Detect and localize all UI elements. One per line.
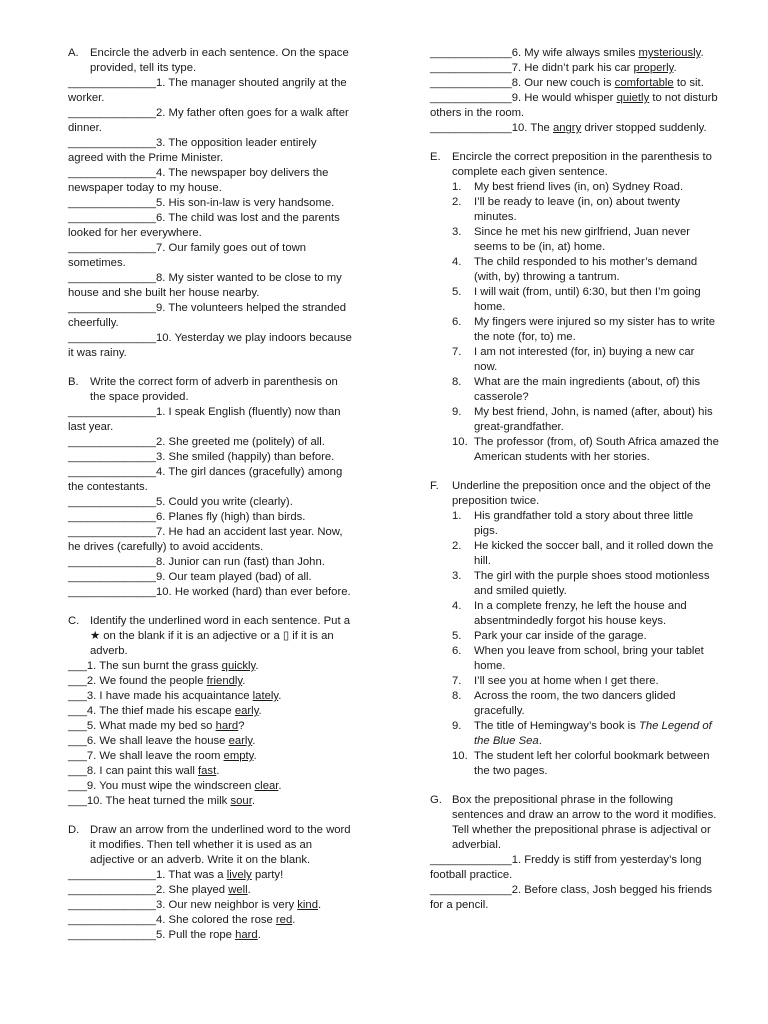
exercise-item: ______________6. The child was lost and the parents looked for her everywhere. xyxy=(68,212,340,239)
section-e xyxy=(430,150,720,465)
exercise-item: ______________5. Could you write (clearly). xyxy=(68,496,293,508)
list-item: 10. The professor (from, of) South Africa amazed the American students with her stories. xyxy=(452,436,719,463)
underlined-word: well xyxy=(228,884,248,896)
exercise-item: ______________3. Our new neighbor is very kind. xyxy=(68,899,322,911)
list-item: 6. My fingers were injured so my sister has to write the note (for, to) me. xyxy=(452,316,716,343)
exercise-item: ______________3. The opposition leader entirely agreed with the Prime Minister. xyxy=(68,137,317,164)
section-b xyxy=(68,375,354,600)
section-b-heading xyxy=(68,375,354,405)
list-item: 7. I am not interested (for, in) buying a new car now. xyxy=(452,346,695,373)
underlined-word: comfortable xyxy=(614,77,674,89)
list-item: 5. I will wait (from, until) 6:30, but then I’m going home. xyxy=(452,286,701,313)
list-item: 2. I’ll be ready to leave (in, on) about twenty minutes. xyxy=(452,196,680,223)
list-item: 9. The title of Hemingway’s book is The Legend of the Blue Sea. xyxy=(452,720,712,747)
list-item: 7. I’ll see you at home when I get there. xyxy=(452,675,659,687)
underlined-word: fast xyxy=(198,765,217,777)
section-f-heading xyxy=(430,479,720,509)
exercise-item: ___7. We shall leave the room empty. xyxy=(68,750,257,762)
list-item: 4. The child responded to his mother’s demand (with, by) throwing a tantrum. xyxy=(452,256,698,283)
section-instruction: Encircle the correct preposition in the parenthesis to complete each given sentence. xyxy=(452,151,712,178)
list-item: 1. His grandfather told a story about three little pigs. xyxy=(452,510,694,537)
exercise-item: ______________10. He worked (hard) than ever before. xyxy=(68,586,351,598)
underlined-word: lately xyxy=(252,690,279,702)
exercise-item: ______________7. Our family goes out of town sometimes. xyxy=(68,242,307,269)
exercise-item: _____________6. My wife always smiles mysteriously. xyxy=(430,47,704,59)
section-d-heading xyxy=(68,823,354,868)
section-g-heading xyxy=(430,793,720,853)
section-letter: D. xyxy=(68,824,80,836)
exercise-item: ___3. I have made his acquaintance lately. xyxy=(68,690,282,702)
section-letter: F. xyxy=(430,480,439,492)
exercise-item: ______________9. Our team played (bad) of all. xyxy=(68,571,312,583)
section-instruction: Draw an arrow from the underlined word to the word it modifies. Then tell whether it is used as an adjective or an adverb. Write it on the blank. xyxy=(90,824,351,866)
underlined-word: red xyxy=(275,914,293,926)
section-letter: E. xyxy=(430,151,441,163)
exercise-item: ___9. You must wipe the windscreen clear. xyxy=(68,780,282,792)
exercise-item: ______________1. That was a lively party! xyxy=(68,869,284,881)
exercise-item: ___6. We shall leave the house early. xyxy=(68,735,256,747)
section-letter: B. xyxy=(68,376,79,388)
exercise-item: ______________4. The newspaper boy delivers the newspaper today to my house. xyxy=(68,167,329,194)
exercise-item: ______________7. He had an accident last year. Now, he drives (carefully) to avoid accidents. xyxy=(68,526,343,553)
exercise-item: ______________8. Junior can run (fast) than John. xyxy=(68,556,325,568)
underlined-word: early xyxy=(228,735,253,747)
exercise-item: ______________6. Planes fly (high) than birds. xyxy=(68,511,306,523)
exercise-item: ______________8. My sister wanted to be close to my house and she built her house nearby. xyxy=(68,272,342,299)
list-item: 6. When you leave from school, bring your tablet home. xyxy=(452,645,704,672)
exercise-item: _____________2. Before class, Josh begged his friends for a pencil. xyxy=(430,884,713,911)
underlined-word: quickly xyxy=(221,660,256,672)
underlined-word: sour xyxy=(230,795,252,807)
underlined-word: properly xyxy=(633,62,674,74)
section-instruction: Identify the underlined word in each sentence. Put a ★ on the blank if it is an adjective or a ▯ if it is an adverb. xyxy=(90,615,350,657)
underlined-word: empty xyxy=(223,750,254,762)
exercise-item: ______________10. Yesterday we play indoors because it was rainy. xyxy=(68,332,352,359)
list-item: 10. The student left her colorful bookmark between the two pages. xyxy=(452,750,710,777)
list-item: 3. Since he met his new girlfriend, Juan never seems to be (in, at) home. xyxy=(452,226,691,253)
exercise-item: ______________2. She played well. xyxy=(68,884,251,896)
left-column xyxy=(68,46,354,957)
exercise-item: ______________1. I speak English (fluently) now than last year. xyxy=(68,406,341,433)
section-instruction: Underline the preposition once and the object of the preposition twice. xyxy=(452,480,711,507)
exercise-item: ______________5. His son-in-law is very handsome. xyxy=(68,197,335,209)
list-item: 2. He kicked the soccer ball, and it rolled down the hill. xyxy=(452,540,714,567)
exercise-item: ______________1. The manager shouted angrily at the worker. xyxy=(68,77,347,104)
exercise-item: ______________5. Pull the rope hard. xyxy=(68,929,261,941)
exercise-item: ______________2. My father often goes for a walk after dinner. xyxy=(68,107,349,134)
section-instruction: Write the correct form of adverb in parenthesis on the space provided. xyxy=(90,376,338,403)
section-f xyxy=(430,479,720,779)
section-letter: A. xyxy=(68,47,79,59)
underlined-word: kind xyxy=(297,899,318,911)
section-g xyxy=(430,793,720,913)
list-item: 3. The girl with the purple shoes stood motionless and smiled quietly. xyxy=(452,570,710,597)
section-instruction: Encircle the adverb in each sentence. On the space provided, tell its type. xyxy=(90,47,349,74)
exercise-item: _____________9. He would whisper quietly to not disturb others in the room. xyxy=(430,92,718,119)
exercise-item: _____________1. Freddy is stiff from yesterday’s long football practice. xyxy=(430,854,702,881)
underlined-word: hard xyxy=(215,720,239,732)
exercise-item: ___5. What made my bed so hard? xyxy=(68,720,245,732)
underlined-word: early xyxy=(234,705,259,717)
exercise-item: _____________8. Our new couch is comfortable to sit. xyxy=(430,77,704,89)
list-item: 5. Park your car inside of the garage. xyxy=(452,630,647,642)
section-instruction: Box the prepositional phrase in the following sentences and draw an arrow to the word it modifies. Tell whether the prepositional phrase is adjectival or adverbial. xyxy=(452,794,717,851)
section-d xyxy=(68,823,354,943)
exercise-item: ___10. The heat turned the milk sour. xyxy=(68,795,255,807)
exercise-item: ______________4. She colored the rose red. xyxy=(68,914,296,926)
exercise-item: ______________4. The girl dances (gracefully) among the contestants. xyxy=(68,466,343,493)
underlined-word: angry xyxy=(552,122,582,134)
right-column xyxy=(430,46,720,927)
numbered-list xyxy=(430,180,720,465)
underlined-word: clear xyxy=(254,780,279,792)
exercise-item: ___8. I can paint this wall fast. xyxy=(68,765,220,777)
section-a xyxy=(68,46,354,361)
section-e-heading xyxy=(430,150,720,180)
book-title: The Legend of the Blue Sea xyxy=(474,720,712,747)
section-c xyxy=(68,614,354,809)
section-d-continued xyxy=(430,46,720,136)
section-letter: G. xyxy=(430,794,442,806)
list-item: 1. My best friend lives (in, on) Sydney Road. xyxy=(452,181,684,193)
underlined-word: lively xyxy=(226,869,252,881)
exercise-item: _____________10. The angry driver stopped suddenly. xyxy=(430,122,707,134)
exercise-item: _____________7. He didn’t park his car properly. xyxy=(430,62,677,74)
list-item: 4. In a complete frenzy, he left the house and absentmindedly forgot his house keys. xyxy=(452,600,687,627)
underlined-word: quietly xyxy=(616,92,650,104)
section-a-heading xyxy=(68,46,354,76)
numbered-list xyxy=(430,509,720,779)
section-letter: C. xyxy=(68,615,80,627)
exercise-item: ______________2. She greeted me (politely) of all. xyxy=(68,436,325,448)
section-c-heading xyxy=(68,614,354,659)
list-item: 9. My best friend, John, is named (after, about) his great-grandfather. xyxy=(452,406,713,433)
list-item: 8. Across the room, the two dancers glided gracefully. xyxy=(452,690,676,717)
exercise-item: ___1. The sun burnt the grass quickly. xyxy=(68,660,259,672)
list-item: 8. What are the main ingredients (about, of) this casserole? xyxy=(452,376,701,403)
underlined-word: friendly xyxy=(206,675,243,687)
exercise-item: ___2. We found the people friendly. xyxy=(68,675,246,687)
exercise-item: ______________3. She smiled (happily) than before. xyxy=(68,451,335,463)
exercise-item: ___4. The thief made his escape early. xyxy=(68,705,262,717)
underlined-word: mysteriously xyxy=(638,47,701,59)
underlined-word: hard xyxy=(235,929,258,941)
exercise-item: ______________9. The volunteers helped the stranded cheerfully. xyxy=(68,302,347,329)
